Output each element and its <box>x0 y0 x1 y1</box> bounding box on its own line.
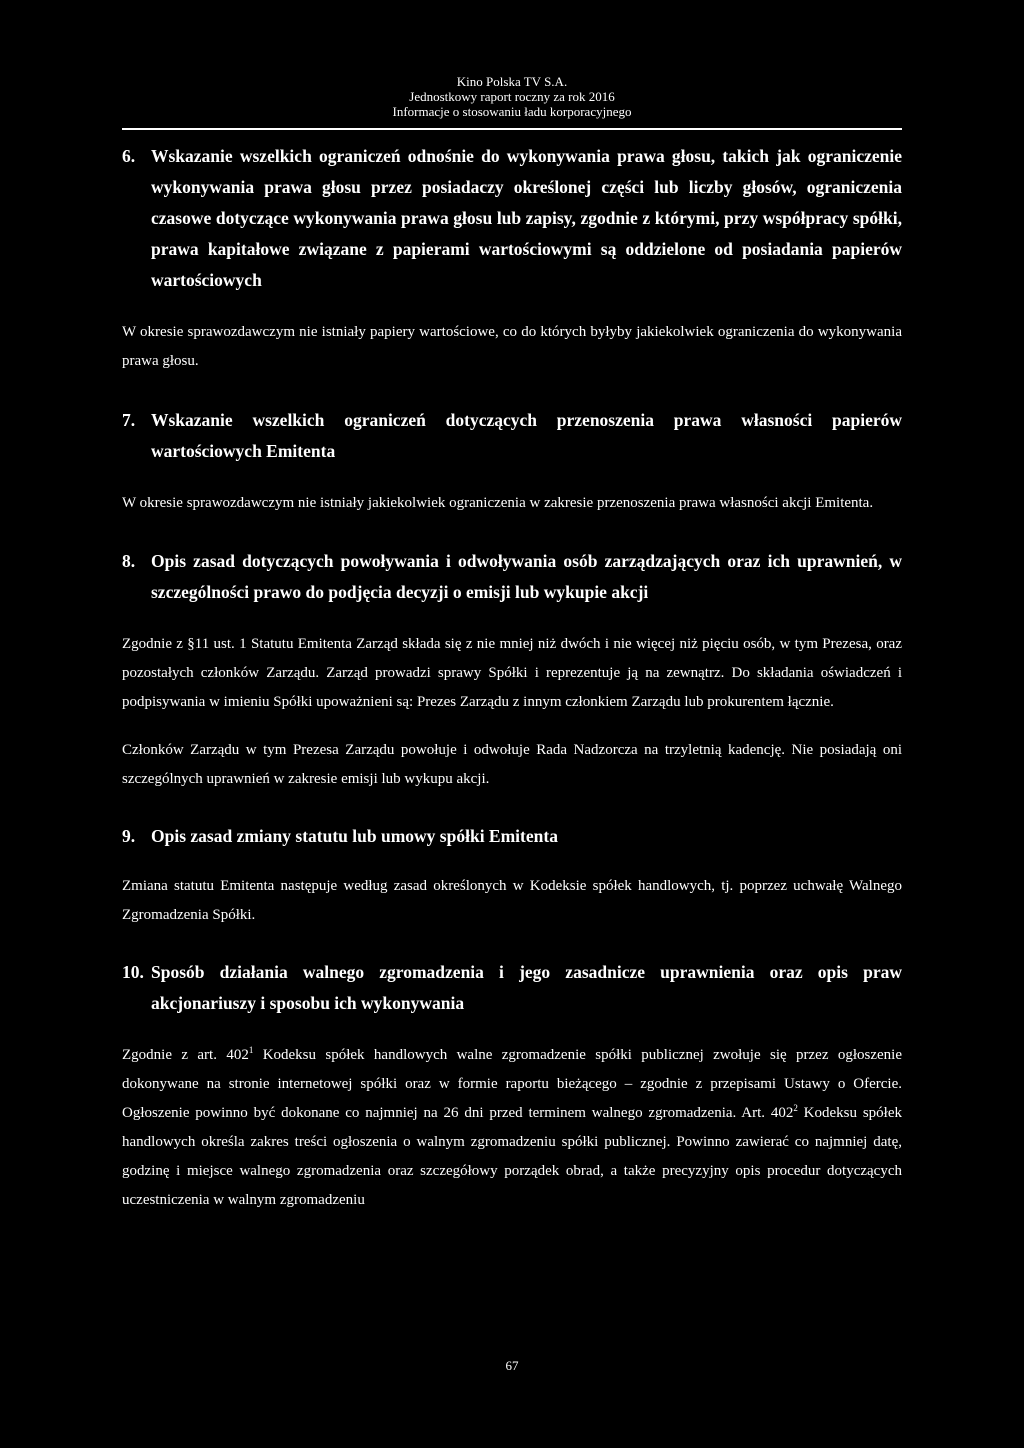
header-section: Informacje o stosowaniu ładu korporacyjnego <box>392 104 632 119</box>
paragraph <box>122 1041 902 1215</box>
header-company: Kino Polska TV S.A. <box>456 74 568 89</box>
section-number: 9. <box>122 826 136 846</box>
section-title: Opis zasad dotyczących powoływania i odwoływania osób zarządzających oraz ich uprawnień, w szczególności prawo do podjęcia decyzji o emisji lub wykupie akcji <box>151 551 902 602</box>
section-number: 6. <box>122 146 136 166</box>
section-number: 10. <box>122 962 144 982</box>
section-number: 8. <box>122 551 136 571</box>
section-number: 7. <box>122 410 136 430</box>
section-title: Opis zasad zmiany statutu lub umowy spółki Emitenta <box>151 826 558 846</box>
section-10-heading <box>122 957 902 1019</box>
paragraph: Zmiana statutu Emitenta następuje według zasad określonych w Kodeksie spółek handlowych, tj. poprzez uchwałę Walnego Zgromadzenia Spółki. <box>122 878 902 923</box>
paragraph-text: Zgodnie z art. 402 <box>122 1047 249 1063</box>
paragraph: Zgodnie z §11 ust. 1 Statutu Emitenta Zarząd składa się z nie mniej niż dwóch i nie więcej niż pięciu osób, w tym Prezesa, oraz pozostałych członków Zarządu. Zarząd prowadzi sprawy Spółki i reprezentuje ją na zewnątrz. Do składania oświadczeń i podpisywania w imieniu Spółki upoważnieni są: Prezes Zarządu z innym członkiem Zarządu lub prokurentem łącznie. <box>122 636 902 710</box>
section-title: Wskazanie wszelkich ograniczeń dotyczących przenoszenia prawa własności papierów wartościowych Emitenta <box>151 410 902 461</box>
section-9-heading <box>122 821 902 852</box>
section-title: Sposób działania walnego zgromadzenia i jego zasadnicze uprawnienia oraz opis praw akcjonariuszy i sposobu ich wykonywania <box>151 962 902 1013</box>
running-header <box>0 74 1024 119</box>
page-number: 67 <box>505 1358 519 1373</box>
header-report: Jednostkowy raport roczny za rok 2016 <box>409 89 615 104</box>
section-7-heading <box>122 405 902 467</box>
page-body <box>122 141 902 1215</box>
superscript: 2 <box>793 1103 798 1113</box>
section-8-heading <box>122 546 902 608</box>
header-rule <box>122 128 902 130</box>
paragraph: W okresie sprawozdawczym nie istniały jakiekolwiek ograniczenia w zakresie przenoszenia prawa własności akcji Emitenta. <box>122 495 874 511</box>
section-6-heading <box>122 141 902 296</box>
section-title: Wskazanie wszelkich ograniczeń odnośnie do wykonywania prawa głosu, takich jak ograniczenie wykonywania prawa głosu przez posiadaczy określonej części lub liczby głosów, ograniczenia czasowe dotyczące wykonywania prawa głosu lub zapisy, zgodnie z którymi, przy współpracy spółki, prawa kapitałowe związane z papierami wartościowymi są oddzielone od posiadania papierów wartościowych <box>151 146 902 290</box>
paragraph-text: Kodeksu spółek handlowych określa zakres treści ogłoszenia o walnym zgromadzeniu spółki publicznej. Powinno zawierać co najmniej datę, godzinę i miejsce walnego zgromadzenia oraz szczegółowy porządek obrad, a także precyzyjny opis procedur dotyczących uczestniczenia w walnym zgromadzeniu <box>122 1105 902 1208</box>
paragraph: Członków Zarządu w tym Prezesa Zarządu powołuje i odwołuje Rada Nadzorcza na trzyletnią kadencję. Nie posiadają oni szczególnych uprawnień w zakresie emisji lub wykupu akcji. <box>122 742 902 787</box>
superscript: 1 <box>248 1045 254 1055</box>
paragraph: W okresie sprawozdawczym nie istniały papiery wartościowe, co do których byłyby jakiekolwiek ograniczenia do wykonywania prawa głosu. <box>122 324 902 369</box>
paragraph-text: Kodeksu spółek handlowych walne zgromadzenie spółki publicznej zwołuje się przez ogłoszenie dokonywane na stronie internetowej spółki oraz w formie raportu bieżącego – zgodnie z przepisami Ustawy o Ofercie. Ogłoszenie powinno być dokonane co najmniej na 26 dni przed terminem walnego zgromadzenia. Art. 402 <box>122 1047 903 1121</box>
